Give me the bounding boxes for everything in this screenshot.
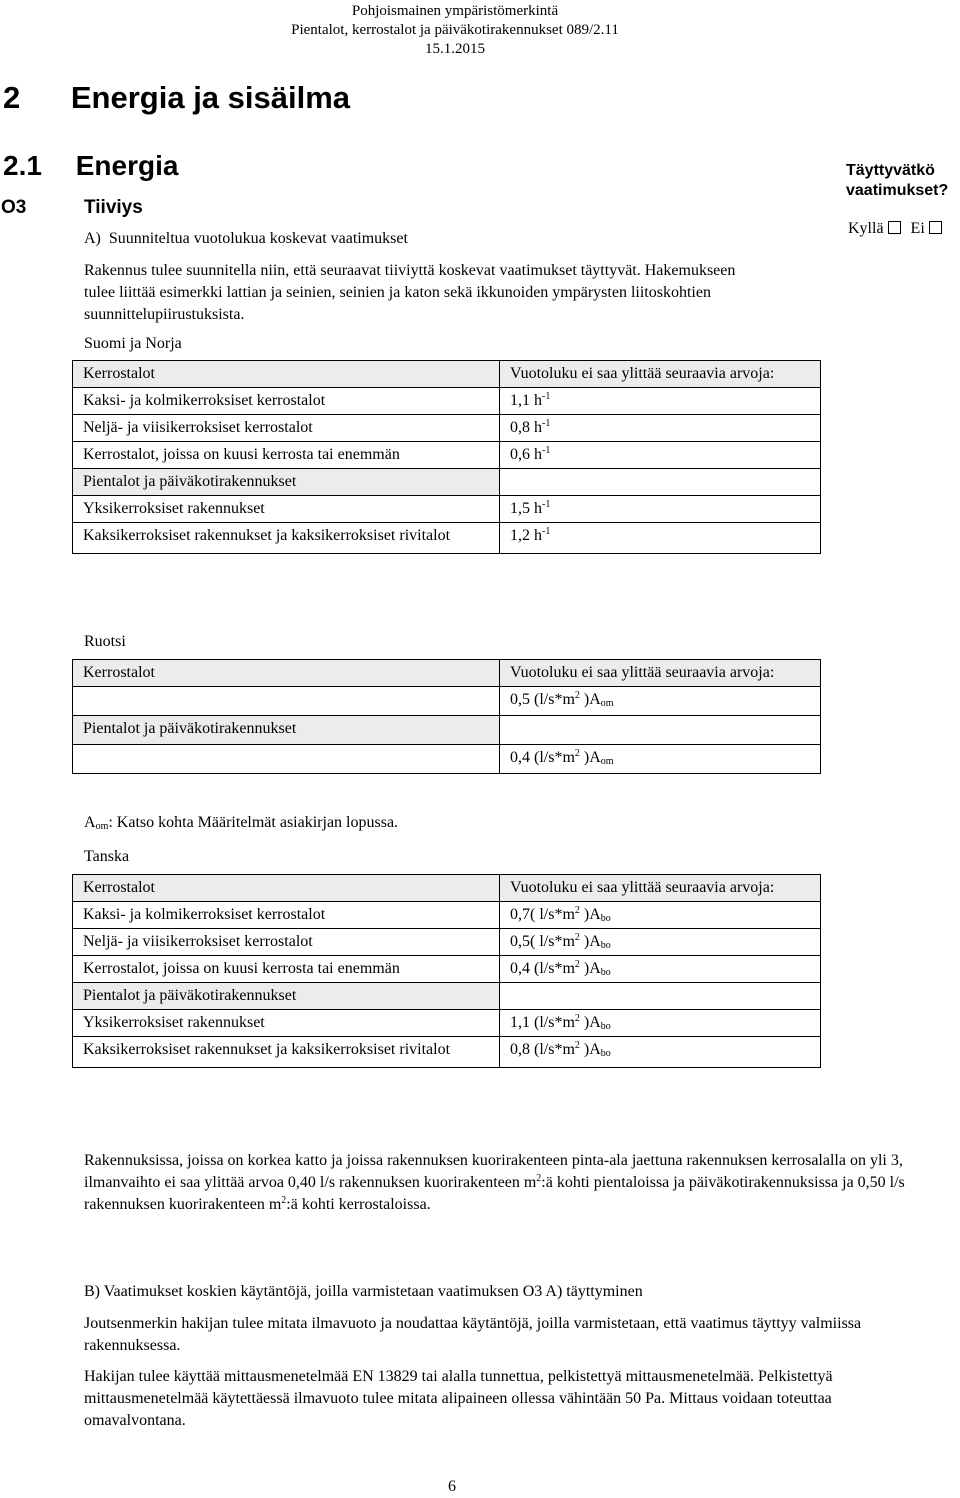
table-row xyxy=(73,1037,821,1068)
header-date: 15.1.2015 xyxy=(425,41,485,57)
row-value: 0,8 $h^{-1}$ xyxy=(500,415,821,442)
table-header-row xyxy=(73,875,821,902)
row-value: 0,7( $l/s*m^2$ )$A_{bo}$ xyxy=(500,902,821,929)
table-row xyxy=(73,1010,821,1037)
section-title: Energia ja sisäilma xyxy=(70,80,351,115)
column-header: Vuotoluku ei saa ylittää seuraavia arvoja: xyxy=(500,361,821,388)
row-label: Kaksikerroksiset rakennukset ja kaksikerroksiset rivitalot xyxy=(73,1037,500,1068)
row-value: 1,5 $h^{-1}$ xyxy=(500,496,821,523)
row-label: Kaksikerroksiset rakennukset ja kaksikerroksiset rivitalot xyxy=(73,523,500,554)
finland-norway-table xyxy=(72,360,821,554)
part-b-paragraph-1: Joutsenmerkin hakijan tulee mitata ilmavuoto ja noudattaa käytäntöjä, joilla varmistetaan, että vaatimus täyttyy valmiissa rakennuksessa. xyxy=(84,1315,862,1354)
group-header: Pientalot ja päiväkotirakennukset xyxy=(73,716,500,745)
denmark-table xyxy=(72,874,821,1068)
page-number: 6 xyxy=(448,1478,456,1495)
table-row xyxy=(73,745,821,774)
part-a-intro-line1: Rakennus tulee suunnitella niin, että seuraavat tiiviyttä koskevat vaatimukset täyttyvät. Hakemukseen xyxy=(84,262,736,279)
row-label: Kerrostalot, joissa on kuusi kerrosta tai enemmän xyxy=(73,956,500,983)
no-checkbox[interactable] xyxy=(929,221,942,234)
table-row xyxy=(73,388,821,415)
column-header: Kerrostalot xyxy=(73,361,500,388)
row-value: 1,2 $h^{-1}$ xyxy=(500,523,821,554)
sweden-table xyxy=(72,659,821,774)
group-header: Pientalot ja päiväkotirakennukset xyxy=(73,469,500,496)
house-value: 0,4 ($l/s*m^2$ )$A_{om}$ xyxy=(500,745,821,774)
row-value: 0,8 ($l/s*m^2$ )$A_{bo}$ xyxy=(500,1037,821,1068)
table-row xyxy=(73,687,821,716)
requirement-title: Tiiviys xyxy=(84,197,143,218)
section-heading xyxy=(3,80,350,116)
column-header: Kerrostalot xyxy=(73,660,500,687)
high-ceiling-note: Rakennuksissa, joissa on korkea katto ja joissa rakennuksen kuorirakenteen pinta-ala jaettuna rakennuksen kerrosalalla on yli 3, ilmanvaihto ei saa ylittää arvoa 0,40 l/s rakennuksen kuorirakenteen $m^2:ä$ kohti pientaloissa ja päiväkotirakennuksissa ja 0,50 l/s rakennuksen kuorirakenteen $m^2:ä$ kohti kerrostaloissa. xyxy=(84,1152,905,1213)
row-label: Yksikerroksiset rakennukset xyxy=(73,1010,500,1037)
group-header: Pientalot ja päiväkotirakennukset xyxy=(73,983,500,1010)
row-label: Kerrostalot, joissa on kuusi kerrosta tai enemmän xyxy=(73,442,500,469)
requirement-code: O3 xyxy=(1,197,27,218)
group-header-row xyxy=(73,469,821,496)
table-row xyxy=(73,415,821,442)
apartment-value: 0,5 ($l/s*m^2$ )$A_{om}$ xyxy=(500,687,821,716)
column-header: Kerrostalot xyxy=(73,875,500,902)
row-value: 1,1 ($l/s*m^2$ )$A_{bo}$ xyxy=(500,1010,821,1037)
row-value: 0,4 ($l/s*m^2$ )$A_{bo}$ xyxy=(500,956,821,983)
part-a-intro-line2: tulee liittää esimerkki lattian ja seinien, seinien ja katon sekä ikkunoiden ympärysten liitoskohtien xyxy=(84,284,711,301)
part-b-paragraph-2: Hakijan tulee käyttää mittausmenetelmää EN 13829 tai alalla tunnettua, pelkistettyä mittausmenetelmää. Pelkistettyä mittausmenetelmää käytettäessä ilmavuoto tulee mitata alipaineen ollessa vähintään 50 Pa. Mittaus voidaan toteuttaa omavalvontana. xyxy=(84,1368,833,1429)
row-value: 0,5( $l/s*m^2$ )$A_{bo}$ xyxy=(500,929,821,956)
subsection-number: 2.1 xyxy=(3,150,42,181)
yes-label: Kyllä xyxy=(848,220,884,237)
fulfilment-options xyxy=(848,218,942,240)
header-line-1: Pohjoismainen ympäristömerkintä xyxy=(351,3,559,19)
table-header-row xyxy=(73,660,821,687)
fulfilment-question-line2: vaatimukset? xyxy=(846,182,949,199)
part-b-heading: B) Vaatimukset koskien käytäntöjä, joilla varmistetaan vaatimuksen O3 A) täyttyminen xyxy=(84,1283,643,1300)
table-row xyxy=(73,956,821,983)
fulfilment-question-line1: Täyttyvätkö xyxy=(846,162,935,179)
row-value: 0,6 $h^{-1}$ xyxy=(500,442,821,469)
section-number: 2 xyxy=(3,80,21,115)
yes-checkbox[interactable] xyxy=(888,221,901,234)
part-a-heading: A) Suunniteltua vuotolukua koskevat vaatimukset xyxy=(84,230,408,247)
column-header: Vuotoluku ei saa ylittää seuraavia arvoja: xyxy=(500,875,821,902)
row-value: 1,1 $h^{-1}$ xyxy=(500,388,821,415)
group-header-row xyxy=(73,716,821,745)
group-header-row xyxy=(73,983,821,1010)
table-row xyxy=(73,442,821,469)
part-a-intro xyxy=(84,260,914,326)
table-row xyxy=(73,523,821,554)
table-header-row xyxy=(73,361,821,388)
sweden-note: $A_{om}$: Katso kohta Määritelmät asiakirjan lopussa. xyxy=(84,814,399,832)
table-row xyxy=(73,496,821,523)
row-label: Neljä- ja viisikerroksiset kerrostalot xyxy=(73,415,500,442)
row-label: Neljä- ja viisikerroksiset kerrostalot xyxy=(73,929,500,956)
row-label: Kaksi- ja kolmikerroksiset kerrostalot xyxy=(73,388,500,415)
table-row xyxy=(73,902,821,929)
fulfilment-question xyxy=(846,161,948,201)
row-label: Kaksi- ja kolmikerroksiset kerrostalot xyxy=(73,902,500,929)
sweden-label: Ruotsi xyxy=(84,633,126,650)
no-label: Ei xyxy=(910,220,925,237)
column-header: Vuotoluku ei saa ylittää seuraavia arvoja: xyxy=(500,660,821,687)
subsection-title: Energia xyxy=(75,150,179,181)
denmark-label: Tanska xyxy=(84,848,130,865)
subsection-heading xyxy=(3,150,178,182)
finland-norway-label: Suomi ja Norja xyxy=(84,335,182,352)
row-label: Yksikerroksiset rakennukset xyxy=(73,496,500,523)
table-row xyxy=(73,929,821,956)
part-a-intro-line3: suunnittelupiirustuksista. xyxy=(84,306,245,323)
header-line-2: Pientalot, kerrostalot ja päiväkotirakennukset 089/2.11 xyxy=(291,22,619,38)
